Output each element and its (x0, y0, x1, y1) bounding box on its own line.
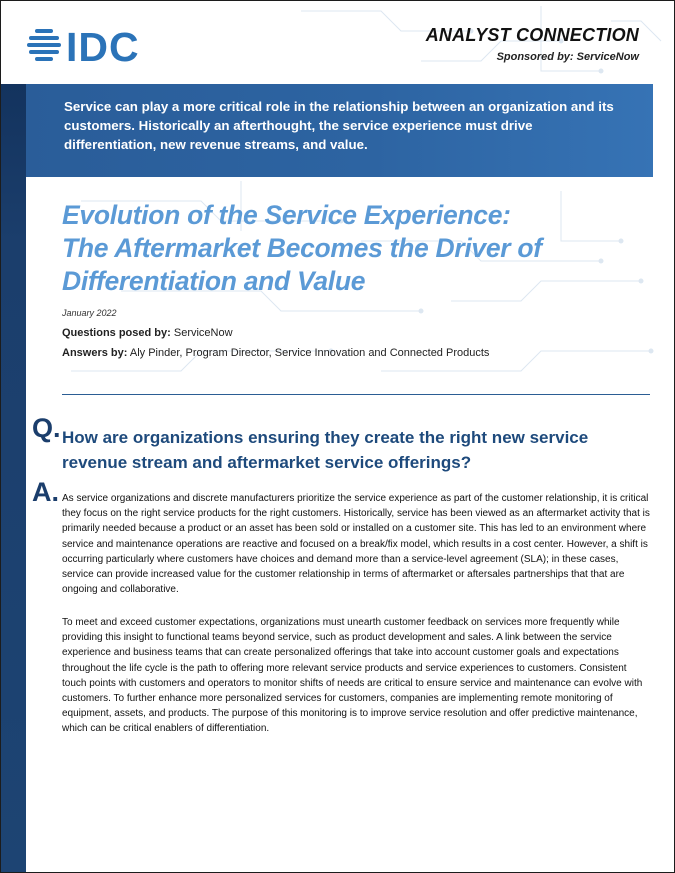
summary-banner (26, 84, 653, 177)
answer-paragraph-1: As service organizations and discrete manufacturers prioritize the service experience as part of the customer relationship, it is critical they focus on the right service products for the right customers. Historically, service has been viewed as an aftermarket activity that is primarily needed because a product or an asset has been sold or installed on a customer site. This has led to an environment where service and maintenance operations are reactive and focused on a break/fix model, which results in a cost center. However, a shift is occurring particularly where customers have choices and demand more than a service-level agreement (SLA); in these cases, service can provide increased value for the customer relationship in terms of aftermarket or aftersales partnerships that that are ongoing and collaborative. (62, 493, 650, 596)
answer-marker: A. (32, 477, 59, 507)
left-accent-bar (1, 84, 26, 873)
document-title (62, 199, 652, 298)
answer-paragraph-2: To meet and exceed customer expectations, organizations must unearth customer feedback on services more frequently while providing this insight to functional teams beyond service, such as product development and sales. A link between the service experience and business teams that can create personalized offerings that take into account customer goals and expectations throughout the life cycle is the path to offering more relevant service products and service experiences to customers. Consistent touch points with customers and operators to monitor shifts of needs are critical to ensure service and maintenance can evolve with customers. To further enhance more personalized services for customers, companies are implementing remote monitoring of equipment, assets, and products. The purpose of this monitoring is to improve service resolution and offer predictive maintenance, which can be critical enablers of differentiation. (62, 617, 643, 735)
question-marker: Q. (32, 413, 61, 443)
idc-logo (26, 24, 151, 70)
questions-value: ServiceNow (173, 327, 233, 339)
question-text: How are organizations ensuring they create the right new service revenue stream and aftermarket service offerings? (62, 428, 589, 472)
publication-date: January 2022 (62, 308, 117, 318)
banner-text: Service can play a more critical role in the relationship between an organization and its customers. Historically an afterthought, the service experience must drive differentiation, new revenue streams, and value. (64, 99, 614, 152)
answers-value: Aly Pinder, Program Director, Service Innovation and Connected Products (129, 347, 490, 359)
answers-label: Answers by: (62, 347, 128, 359)
sponsor-line: Sponsored by: ServiceNow (496, 51, 639, 63)
series-label: ANALYST CONNECTION (425, 25, 639, 45)
title-line-2: The Aftermarket Becomes the Driver of (62, 233, 542, 263)
section-divider (62, 394, 650, 395)
answers-by (62, 347, 489, 359)
title-line-1: Evolution of the Service Experience: (62, 200, 511, 230)
questions-label: Questions posed by: (62, 327, 171, 339)
questions-posed-by (62, 327, 233, 339)
logo-wordmark: IDC (66, 24, 140, 70)
title-line-3: Differentiation and Value (62, 266, 366, 296)
globe-icon (26, 27, 62, 63)
